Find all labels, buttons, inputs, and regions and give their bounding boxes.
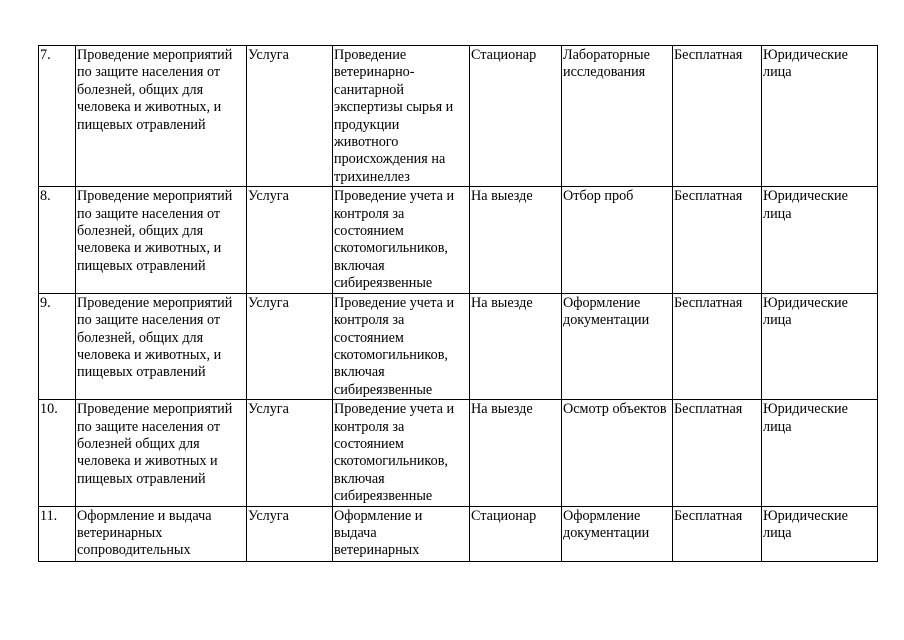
service-place-cell: Стационар — [470, 506, 562, 561]
service-place-cell: На выезде — [470, 293, 562, 399]
service-consumer-cell: Юридические лица — [762, 46, 878, 187]
table-row — [39, 506, 878, 561]
service-place-cell: На выезде — [470, 187, 562, 293]
row-number-cell: 8. — [39, 187, 76, 293]
service-activity-cell: Лабораторные исследования — [562, 46, 673, 187]
service-consumer-cell: Юридические лица — [762, 187, 878, 293]
service-name-cell: Проведение мероприятий по защите населения от болезней, общих для человека и животных, и пищевых отравлений — [76, 187, 247, 293]
service-place-cell: Стационар — [470, 46, 562, 187]
service-type-cell: Услуга — [247, 46, 333, 187]
row-number-cell: 11. — [39, 506, 76, 561]
service-activity-cell: Осмотр объектов — [562, 400, 673, 506]
table-row — [39, 46, 878, 187]
service-content-cell: Проведение учета и контроля за состоянием скотомогильников, включая сибиреязвенные — [333, 400, 470, 506]
service-name-cell: Проведение мероприятий по защите населения от болезней, общих для человека и животных, и пищевых отравлений — [76, 46, 247, 187]
service-name-cell: Проведение мероприятий по защите населения от болезней общих для человека и животных и пищевых отравлений — [76, 400, 247, 506]
service-payment-cell: Бесплатная — [673, 46, 762, 187]
service-content-cell: Оформление и выдача ветеринарных — [333, 506, 470, 561]
service-name-cell: Оформление и выдача ветеринарных сопроводительных — [76, 506, 247, 561]
service-consumer-cell: Юридические лица — [762, 400, 878, 506]
table-row — [39, 400, 878, 506]
service-type-cell: Услуга — [247, 400, 333, 506]
table-row — [39, 187, 878, 293]
services-table-page — [38, 45, 878, 562]
service-activity-cell: Отбор проб — [562, 187, 673, 293]
table-row — [39, 293, 878, 399]
service-type-cell: Услуга — [247, 187, 333, 293]
service-consumer-cell: Юридические лица — [762, 506, 878, 561]
service-payment-cell: Бесплатная — [673, 506, 762, 561]
row-number-cell: 7. — [39, 46, 76, 187]
service-content-cell: Проведение учета и контроля за состоянием скотомогильников, включая сибиреязвенные — [333, 187, 470, 293]
service-type-cell: Услуга — [247, 506, 333, 561]
services-table — [38, 45, 878, 562]
service-activity-cell: Оформление документации — [562, 293, 673, 399]
service-payment-cell: Бесплатная — [673, 400, 762, 506]
row-number-cell: 10. — [39, 400, 76, 506]
service-content-cell: Проведение ветеринарно- санитарной экспертизы сырья и продукции животного происхождения на трихинеллез — [333, 46, 470, 187]
service-payment-cell: Бесплатная — [673, 187, 762, 293]
service-payment-cell: Бесплатная — [673, 293, 762, 399]
service-activity-cell: Оформление документации — [562, 506, 673, 561]
row-number-cell: 9. — [39, 293, 76, 399]
service-consumer-cell: Юридические лица — [762, 293, 878, 399]
service-content-cell: Проведение учета и контроля за состоянием скотомогильников, включая сибиреязвенные — [333, 293, 470, 399]
service-type-cell: Услуга — [247, 293, 333, 399]
service-name-cell: Проведение мероприятий по защите населения от болезней, общих для человека и животных, и пищевых отравлений — [76, 293, 247, 399]
service-place-cell: На выезде — [470, 400, 562, 506]
